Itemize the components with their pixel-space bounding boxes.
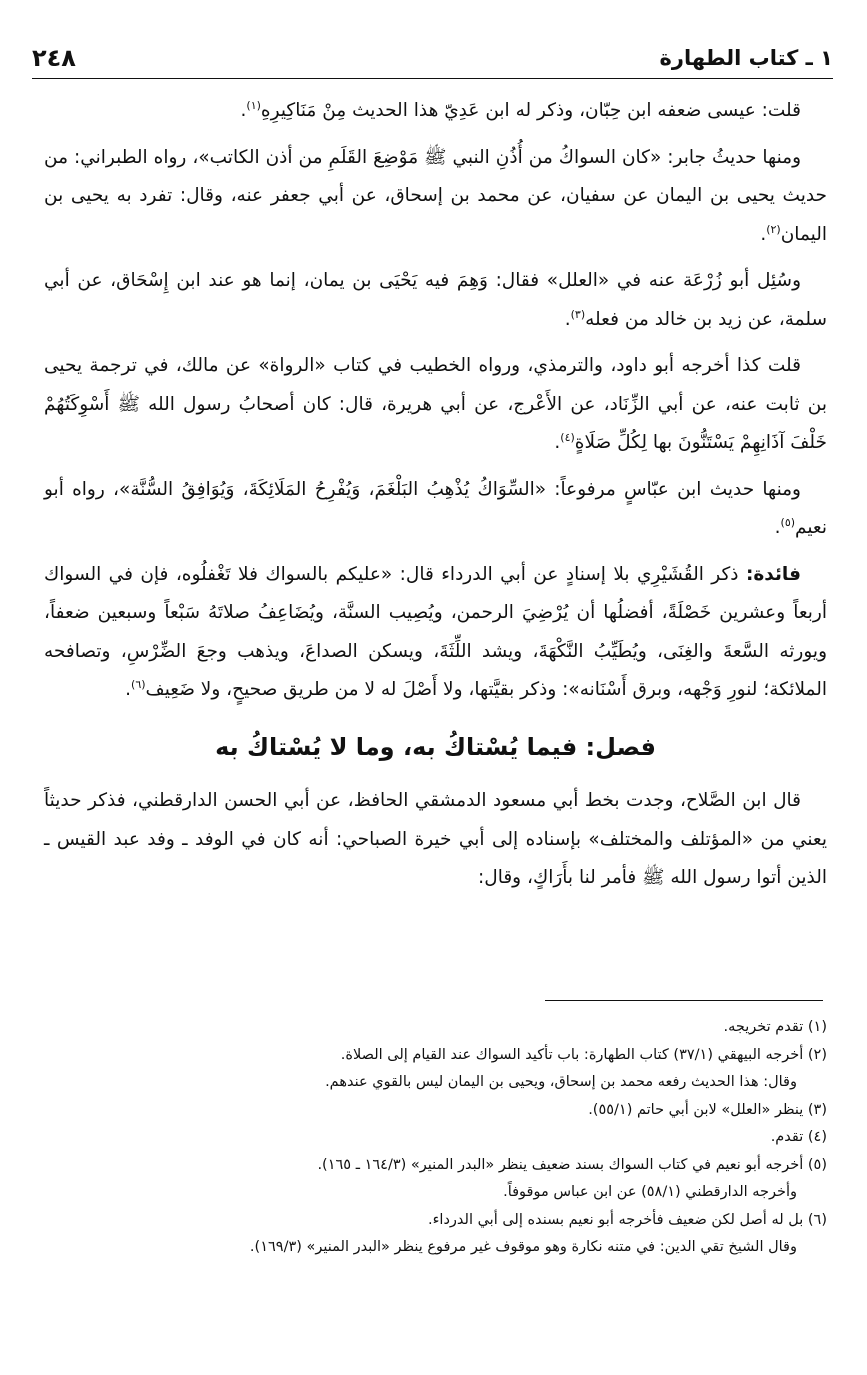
paragraph-text: قال ابن الصَّلاح، وجدت بخط أبي مسعود الدمشقي الحافظ، عن أبي الحسن الدارقطني، فذكر حديثاً يعني من «المؤتلف والمختلف» بإسناده إلى أبي خيرة الصباحي: أنه كان في الوفد ـ وفد عبد القيس ـ الذين أتوا رسول الله ﷺ فأمر لنا بأَرَاكٍ، وقال: xyxy=(44,790,827,888)
footnote-ref: (٣) xyxy=(570,307,586,321)
footnote-2-continuation: وقال: هذا الحديث رفعه محمد بن إسحاق، ويحيى بن اليمان ليس بالقوي عندهم. xyxy=(325,1074,797,1090)
footnote-2: (٢) أخرجه البيهقي (٣٧/١) كتاب الطهارة: باب تأكيد السواك عند القيام إلى الصلاة. xyxy=(340,1046,827,1063)
paragraph-end: . xyxy=(554,432,561,453)
paragraph-end: . xyxy=(564,308,571,330)
footnote-6-continuation: وقال الشيخ تقي الدين: في متنه نكارة وهو موقوف غير مرفوع ينظر «البدر المنير» (١٦٩/٣). xyxy=(249,1239,797,1255)
footnote-5: (٥) أخرجه أبو نعيم في كتاب السواك بسند ضعيف ينظر «البدر المنير» (١٦٤/٣ ـ ١٦٥). xyxy=(317,1156,827,1173)
paragraph-end: . xyxy=(774,517,781,538)
main-text xyxy=(44,92,827,906)
running-title: ١ ـ كتاب الطهارة xyxy=(659,46,833,70)
paragraph-text: قلت كذا أخرجه أبو داود، والترمذي، ورواه الخطيب في كتاب «الرواة» عن مالك، في ترجمة يحيى بن ثابت عنه، عن أبي الزِّنَاد، عن الأَعْرج، عن أبي هريرة، قال: كان أصحابُ رسول الله ﷺ أَسْوِكَتُهُمْ خَلْفَ آذَانِهِمْ يَسْتَنُّونَ بها لِكُلِّ صَلَاةٍ xyxy=(44,355,827,453)
paragraph-end: . xyxy=(240,100,247,121)
footnote-ref: (١) xyxy=(246,98,261,112)
footnote-divider xyxy=(545,1000,823,1001)
page-number: ٢٤٨ xyxy=(32,44,76,72)
footnote-ref: (٦) xyxy=(131,677,146,691)
paragraph-5 xyxy=(44,471,827,548)
footnote-1: (١) تقدم تخريجه. xyxy=(723,1019,827,1035)
paragraph-text: قلت: عيسى ضعفه ابن حِبّان، وذكر له ابن عَدِيّ هذا الحديث مِنْ مَنَاكِيرِهِ xyxy=(260,100,801,121)
footnote-ref: (٢) xyxy=(766,222,781,236)
footnote-ref: (٥) xyxy=(780,515,796,529)
paragraph-end: . xyxy=(760,223,767,245)
paragraph-6 xyxy=(44,556,827,710)
footnote-3: (٣) ينظر «العلل» لابن أبي حاتم (٥٥/١). xyxy=(588,1101,827,1118)
footnotes xyxy=(44,1014,827,1262)
paragraph-4 xyxy=(44,347,827,463)
footnote-ref: (٤) xyxy=(560,430,575,444)
page-header xyxy=(32,38,833,79)
footnote-4: (٤) تقدم. xyxy=(770,1129,827,1145)
footnote-6: (٦) بل له أصل لكن ضعيف فأخرجه أبو نعيم بسنده إلى أبي الدرداء. xyxy=(428,1211,827,1228)
paragraph-text: ذكر القُشَيْرِي بلا إسنادٍ عن أبي الدرداء قال: «عليكم بالسواك فلا تَغْفلُوه، فإن في السواك أربعاً وعشرين خَصْلَةً، أفضلُها أن يُرْضِيَ الرحمن، ويُصِيب السنَّة، ويُضَاعِفُ صلاتَهُ سَبْعاً وسبعين ضعفاً، ويورثه السَّعةَ والغِنَى، ويُطَيِّبُ النَّكْهَةَ، ويشد اللِّثَةَ، ويسكن الصداعَ، ويذهب وجعَ الضِّرْسِ، وتصافحه الملائكة؛ لنورِ وَجْهه، وبرق أَسْنَانه»: وذكر بقيَّتها، ولا أَصْلَ له لا من طريق صحيحٍ، ولا ضَعِيف xyxy=(44,563,827,700)
paragraph-text: وسُئِل أبو زُرْعَة عنه في «العلل» فقال: وَهِمَ فيه يَحْيَى بن يمان، إنما هو عند ابن إِسْحَاق، عن أبي سلمة، عن زيد بن خالد من فعله xyxy=(44,270,827,330)
section-heading: فصل: فيما يُسْتاكُ به، وما لا يُسْتاكُ به xyxy=(215,732,656,761)
paragraph-text: ومنها حديثُ جابر: «كان السواكُ من أُذُنِ النبي ﷺ مَوْضِعَ القَلَمِ من أذن الكاتب»، رواه الطبراني: من حديث يحيى بن اليمان عن سفيان، عن محمد بن إسحاق، عن أبي جعفر عنه، وقال: تفرد به يحيى بن اليمان xyxy=(44,146,827,245)
paragraph-end: . xyxy=(125,679,132,700)
benefit-label: فائدة: xyxy=(745,563,801,585)
paragraph-2 xyxy=(44,139,827,255)
footnote-5-continuation: وأخرجه الدارقطني (٥٨/١) عن ابن عباس موقوفاً. xyxy=(503,1184,797,1200)
paragraph-7 xyxy=(44,782,827,898)
paragraph-3 xyxy=(44,262,827,339)
paragraph-1 xyxy=(44,92,827,131)
paragraph-text: ومنها حديث ابن عبّاسٍ مرفوعاً: «السِّوَاكُ يُذْهِبُ البَلْغَمَ، وَيُفْرِحُ المَلَائِكَةَ، وَيُوَافِقُ السُّنَّة»، رواه أبو نعيم xyxy=(44,478,827,538)
